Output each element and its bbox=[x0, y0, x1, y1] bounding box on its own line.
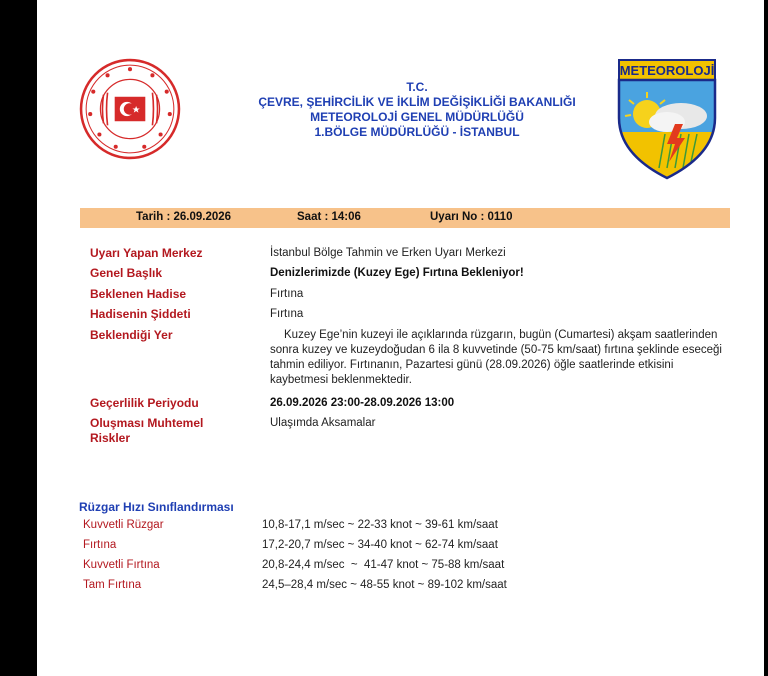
ministry-seal-logo bbox=[79, 58, 181, 160]
warning-number: Uyarı No : 0110 bbox=[430, 211, 513, 223]
wind-class-value: 10,8-17,1 m/sec ~ 22-33 knot ~ 39-61 km/saat bbox=[262, 519, 498, 531]
wind-class-name: Kuvvetli Rüzgar bbox=[83, 519, 164, 531]
header-line-region: 1.BÖLGE MÜDÜRLÜĞÜ - İSTANBUL bbox=[314, 125, 520, 139]
wind-class-value: 24,5–28,4 m/sec ~ 48-55 knot ~ 89-102 km/saat bbox=[262, 579, 507, 591]
document-page bbox=[37, 0, 764, 676]
wind-row bbox=[83, 579, 723, 599]
meteoroloji-logo bbox=[615, 58, 719, 180]
warning-info-band bbox=[80, 208, 730, 228]
detail-value: İstanbul Bölge Tahmin ve Erken Uyarı Merkezi bbox=[270, 247, 506, 259]
wind-class-name: Fırtına bbox=[83, 539, 117, 551]
detail-label: Beklendiği Yer bbox=[90, 328, 173, 342]
warning-time: Saat : 14:06 bbox=[297, 211, 361, 223]
header-line-directorate: METEOROLOJİ GENEL MÜDÜRLÜĞÜ bbox=[310, 110, 524, 124]
detail-value: Denizlerimizde (Kuzey Ege) Fırtına Bekleniyor! bbox=[270, 267, 524, 279]
detail-value: Fırtına bbox=[270, 288, 304, 300]
detail-label: Oluşması Muhtemel Riskler bbox=[90, 416, 204, 445]
logo-text: METEOROLOJİ bbox=[619, 63, 715, 78]
detail-value: 26.09.2026 23:00-28.09.2026 13:00 bbox=[270, 397, 455, 409]
wind-class-value: 20,8-24,4 m/sec ~ 41-47 knot ~ 75-88 km/saat bbox=[262, 559, 505, 571]
detail-value: Kuzey Ege’nin kuzeyi ile açıklarında rüzgarın, bugün (Cumartesi) akşam saatlerinden sonra kuzey ve kuzeydoğudan 6 ila 8 kuvvetinde (50-75 km/saat) fırtına şeklinde eseceği tahmin ediliyor. Fırtınanın, Pazartesi günü (28.09.2026) öğle saatlerinde etkisini kaybetmesi beklenmektedir. bbox=[270, 329, 722, 386]
wind-class-value: 17,2-20,7 m/sec ~ 34-40 knot ~ 62-74 km/saat bbox=[262, 539, 498, 551]
detail-label: Beklenen Hadise bbox=[90, 287, 187, 301]
detail-label: Uyarı Yapan Merkez bbox=[90, 246, 203, 260]
detail-value: Fırtına bbox=[270, 308, 304, 320]
header-line-tc: T.C. bbox=[406, 80, 428, 94]
wind-class-name: Kuvvetli Fırtına bbox=[83, 559, 160, 571]
wind-classification-table bbox=[83, 519, 723, 599]
header-line-ministry: ÇEVRE, ŞEHİRCİLİK VE İKLİM DEĞİŞİKLİĞİ BAKANLIĞI bbox=[258, 95, 576, 109]
detail-value: Ulaşımda Aksamalar bbox=[270, 417, 376, 429]
detail-label: Genel Başlık bbox=[90, 266, 163, 280]
detail-label: Hadisenin Şiddeti bbox=[90, 307, 191, 321]
wind-class-name: Tam Fırtına bbox=[83, 579, 142, 591]
detail-label: Geçerlilik Periyodu bbox=[90, 396, 199, 410]
wind-row bbox=[83, 539, 723, 559]
wind-classification-title: Rüzgar Hızı Sınıflandırması bbox=[79, 500, 234, 514]
wind-row bbox=[83, 559, 723, 579]
warning-date: Tarih : 26.09.2026 bbox=[136, 211, 232, 223]
wind-row bbox=[83, 519, 723, 539]
ministry-header bbox=[207, 80, 627, 140]
